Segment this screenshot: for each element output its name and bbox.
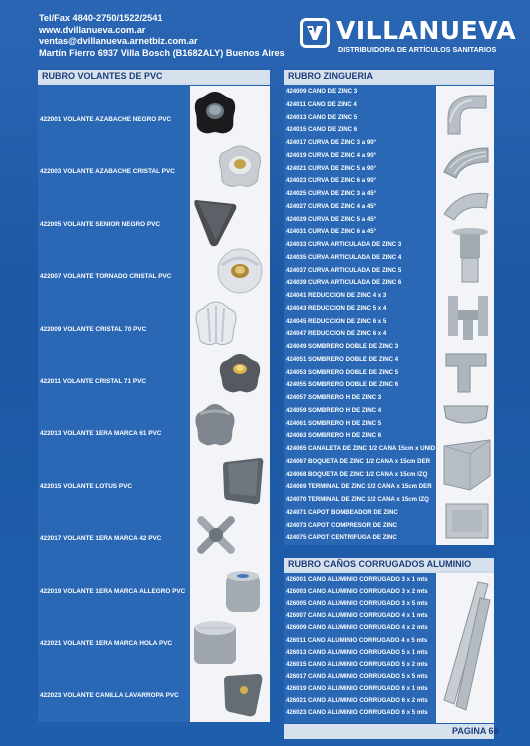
list-item: 422013 VOLANTE 1ERA MARCA 61 PVC — [40, 430, 162, 438]
list-item: 424053 SOMBRERO DOBLE DE ZINC 5 — [286, 368, 399, 376]
list-item: 426011 CANO ALUMINIO CORRUGADO 4 x 5 mts — [286, 636, 428, 644]
section-divider — [38, 83, 270, 85]
list-item: 424065 CANALETA DE ZINC 1/2 CANA 15cm x UNID — [286, 445, 436, 452]
logo-mark-icon — [300, 18, 330, 48]
list-item: 424059 SOMBRERO H DE ZINC 4 — [286, 406, 382, 414]
section-title-volantes: RUBRO VOLANTES DE PVC — [38, 70, 270, 83]
capot-bombeador-zinc-image — [440, 436, 494, 494]
website-link[interactable]: www.dvillanueva.com.ar — [39, 24, 146, 35]
volante-azabache-negro-image — [190, 88, 240, 138]
capot-compresor-zinc-image — [440, 498, 494, 542]
address-text: Martín Fierro 6937 Villa Bosch (B1682ALY) Buenos Aires — [39, 47, 285, 58]
list-item: 426003 CANO ALUMINIO CORRUGADO 3 x 2 mts — [286, 588, 428, 596]
list-item: 422015 VOLANTE LOTUS PVC — [40, 482, 132, 490]
volante-1era-marca-hola-image — [190, 616, 240, 668]
list-item: 424029 CURVA DE ZINC 5 a 45° — [286, 215, 377, 223]
list-item: 424019 CURVA DE ZINC 4 a 90° — [286, 151, 377, 159]
list-item: 424057 SOMBRERO H DE ZINC 3 — [286, 394, 382, 401]
list-item: 426009 CANO ALUMINIO CORRUGADO 4 x 2 mts — [286, 624, 428, 632]
list-item: 426017 CANO ALUMINIO CORRUGADO 5 x 5 mts — [286, 672, 428, 680]
volante-lotus-image — [220, 452, 266, 508]
volante-cristal-70-image — [190, 298, 242, 350]
brand-name: VILLANUEVA — [336, 16, 517, 45]
volante-canilla-lavarropa-image — [220, 670, 266, 720]
list-item: 426015 CANO ALUMINIO CORRUGADO 5 x 2 mts — [286, 660, 428, 668]
list-item: 426019 CANO ALUMINIO CORRUGADO 6 x 1 mts — [286, 684, 428, 692]
list-item: 422021 VOLANTE 1ERA MARCA HOLA PVC — [40, 640, 173, 647]
list-item: 422009 VOLANTE CRISTAL 70 PVC — [40, 325, 147, 333]
section-title-aluminio: RUBRO CAÑOS CORRUGADOS ALUMINIO — [284, 558, 494, 571]
list-item: 422001 VOLANTE AZABACHE NEGRO PVC — [40, 116, 172, 123]
list-item: 426013 CANO ALUMINIO CORRUGADO 5 x 1 mts — [286, 648, 428, 656]
volante-azabache-cristal-image — [214, 142, 266, 190]
list-item: 424025 CURVA DE ZINC 3 a 45° — [286, 190, 377, 197]
list-item: 426007 CANO ALUMINIO CORRUGADO 4 x 1 mts — [286, 612, 428, 620]
list-item: 424021 CURVA DE ZINC 5 a 90° — [286, 164, 377, 172]
sombrero-doble-zinc-image — [450, 222, 490, 284]
volante-1era-marca-42-image — [190, 506, 242, 564]
curva-articulada-zinc-image — [440, 142, 492, 182]
sombrero-h-zinc-image — [444, 290, 492, 342]
list-item: 426001 CANO ALUMINIO CORRUGADO 3 x 1 mts — [286, 576, 428, 583]
section-divider — [284, 83, 494, 85]
volante-cristal-71-image — [214, 350, 266, 398]
list-item: 422011 VOLANTE CRISTAL 71 PVC — [40, 378, 146, 385]
brand-subtitle: DISTRIBUIDORA DE ARTÍCULOS SANITARIOS — [338, 45, 497, 54]
list-item: 424031 CURVA DE ZINC 6 a 45° — [286, 228, 377, 236]
list-item: 424033 CURVA ARTICULADA DE ZINC 3 — [286, 241, 402, 248]
brand-logo — [300, 16, 517, 58]
list-item: 424043 REDUCCION DE ZINC 5 x 4 — [286, 304, 387, 312]
curva-zinc-90-image — [440, 88, 492, 138]
page-number: PAGINA 66 — [452, 726, 499, 736]
list-item: 424035 CURVA ARTICULADA DE ZINC 4 — [286, 253, 402, 261]
list-item: 424071 CAPOT BOMBEADOR DE ZINC — [286, 508, 398, 516]
list-item: 422023 VOLANTE CANILLA LAVARROPA PVC — [40, 692, 179, 700]
list-item: 422019 VOLANTE 1ERA MARCA ALLEGRO PVC — [40, 587, 186, 595]
list-item: 424047 REDUCCION DE ZINC 6 x 4 — [286, 330, 387, 338]
list-item: 424009 CANO DE ZINC 3 — [286, 88, 358, 95]
volante-senior-negro-image — [190, 194, 240, 250]
list-item: 422017 VOLANTE 1ERA MARCA 42 PVC — [40, 535, 162, 543]
list-item: 424045 REDUCCION DE ZINC 6 x 5 — [286, 317, 387, 325]
list-item: 426021 CANO ALUMINIO CORRUGADO 6 x 2 mts — [286, 697, 428, 704]
volante-1era-marca-61-image — [190, 400, 240, 452]
list-item: 424051 SOMBRERO DOBLE DE ZINC 4 — [286, 355, 399, 363]
list-item: 426005 CANO ALUMINIO CORRUGADO 3 x 5 mts — [286, 600, 428, 608]
email-link[interactable]: ventas@dvillanueva.arnetbiz.com.ar — [39, 36, 198, 47]
boqueta-zinc-image — [440, 348, 492, 396]
list-item: 424069 TERMINAL DE ZINC 1/2 CANA x 15cm DER — [286, 483, 432, 491]
list-item: 424041 REDUCCION DE ZINC 4 x 3 — [286, 292, 387, 299]
list-item: 422003 VOLANTE AZABACHE CRISTAL PVC — [40, 168, 175, 176]
list-item: 424068 BOQUETA DE ZINC 1/2 CANA x 15cm IZQ — [286, 470, 428, 478]
list-item: 422005 VOLANTE SENIOR NEGRO PVC — [40, 220, 161, 228]
volante-1era-marca-allegro-image — [220, 566, 266, 618]
section-title-zingueria: RUBRO ZINGUERIA — [284, 70, 494, 83]
list-item: 424075 CAPOT CENTRIFUGA DE ZINC — [286, 534, 397, 542]
cano-aluminio-corrugado-image — [440, 578, 494, 718]
list-item: 424039 CURVA ARTICULADA DE ZINC 6 — [286, 279, 402, 287]
list-item: 424027 CURVA DE ZINC 4 a 45° — [286, 202, 377, 210]
canaleta-zinc-image — [440, 400, 492, 430]
list-item: 424073 CAPOT COMPRESOR DE ZINC — [286, 521, 398, 529]
contact-info — [39, 13, 285, 59]
list-item: 424011 CANO DE ZINC 4 — [286, 100, 357, 108]
list-item: 424070 TERMINAL DE ZINC 1/2 CANA x 15cm IZQ — [286, 496, 429, 503]
list-item: 422007 VOLANTE TORNADO CRISTAL PVC — [40, 273, 172, 281]
list-item: 424023 CURVA DE ZINC 6 a 90° — [286, 177, 377, 185]
list-item: 424017 CURVA DE ZINC 3 a 90° — [286, 139, 377, 146]
list-item: 424015 CANO DE ZINC 6 — [286, 126, 358, 134]
curva-zinc-45-image — [440, 186, 492, 222]
list-item: 426023 CANO ALUMINIO CORRUGADO 6 x 5 mts — [286, 709, 428, 717]
list-item: 424013 CANO DE ZINC 5 — [286, 113, 358, 121]
volante-tornado-cristal-image — [214, 245, 266, 297]
list-item: 424063 SOMBRERO H DE ZINC 6 — [286, 432, 382, 440]
volantes-list — [38, 86, 190, 722]
list-item: 424055 SOMBRERO DOBLE DE ZINC 6 — [286, 381, 399, 389]
list-item: 424037 CURVA ARTICULADA DE ZINC 5 — [286, 266, 402, 274]
list-item: 424061 SOMBRERO H DE ZINC 5 — [286, 419, 382, 427]
list-item: 424067 BOQUETA DE ZINC 1/2 CANA x 15cm DER — [286, 457, 431, 465]
list-item: 424049 SOMBRERO DOBLE DE ZINC 3 — [286, 343, 399, 350]
phone-text: Tel/Fax 4840-2750/1522/2541 — [39, 13, 163, 23]
